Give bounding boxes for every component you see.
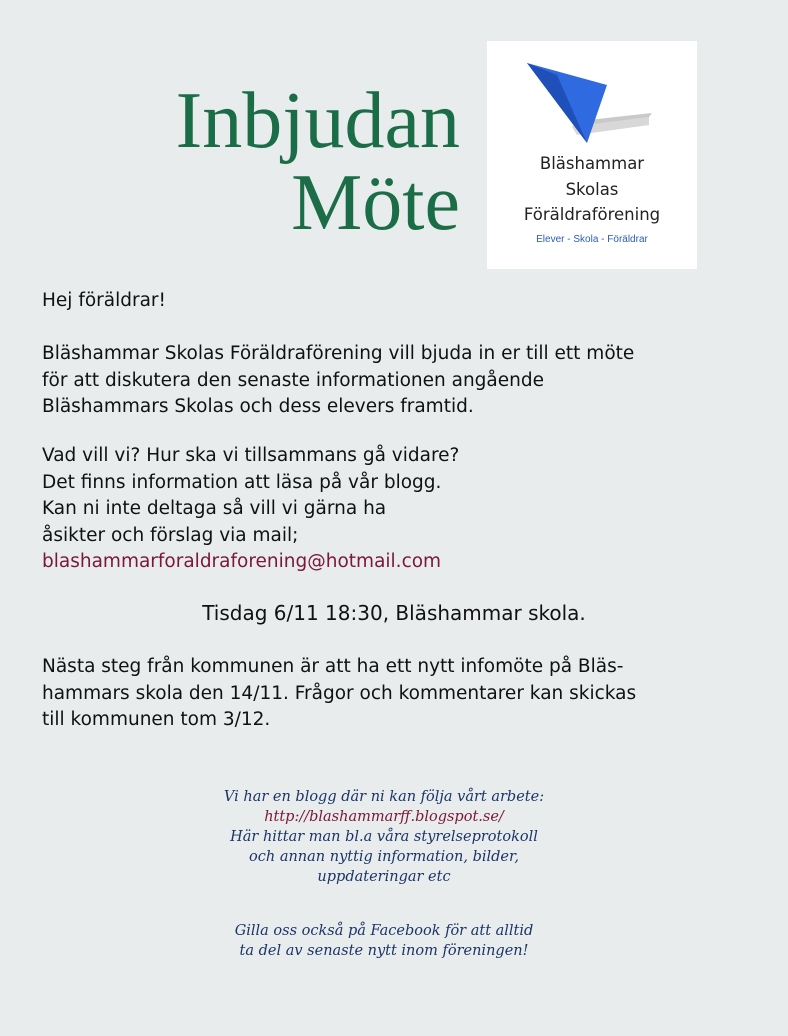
event-date-location: Tisdag 6/11 18:30, Bläshammar skola.: [202, 601, 586, 625]
logo-line-1: Bläshammar: [539, 154, 645, 173]
invitation-title: [40, 77, 460, 247]
next-steps-line: Nästa steg från kommunen är att ha ett nytt infomöte på Bläs-: [42, 656, 624, 677]
email-link[interactable]: blashammarforaldraforening@hotmail.com: [42, 551, 442, 572]
school-association-logo: [487, 41, 697, 269]
logo-line-2: Skolas: [565, 180, 619, 199]
blog-info: [0, 787, 768, 887]
intro-paragraph: [42, 341, 762, 421]
logo-line-3: Föräldraförening: [523, 205, 661, 224]
questions-paragraph: [42, 443, 762, 576]
next-steps-line: till kommunen tom 3/12.: [42, 709, 271, 730]
blog-url-link[interactable]: http://blashammarff.blogspot.se/: [264, 809, 504, 825]
blog-line-5: uppdateringar etc: [317, 869, 451, 885]
facebook-info: [0, 921, 768, 961]
questions-line: Kan ni inte deltaga så vill vi gärna ha: [42, 498, 387, 519]
intro-line: Bläshammars Skolas och dess elevers framtid.: [42, 396, 474, 417]
intro-line: för att diskutera den senaste informationen angående: [42, 369, 544, 391]
questions-line: Vad vill vi? Hur ska vi tillsammans gå vidare?: [42, 445, 460, 466]
facebook-line-2: ta del av senaste nytt inom föreningen!: [239, 943, 529, 959]
title-line-2: Möte: [291, 159, 460, 247]
blog-line-3: Här hittar man bl.a våra styrelseprotokoll: [230, 829, 538, 845]
next-steps-paragraph: [42, 654, 762, 734]
blog-line-4: och annan nyttig information, bilder,: [249, 849, 519, 865]
next-steps-line: hammars skola den 14/11. Frågor och kommentarer kan skickas: [42, 682, 637, 704]
triangle-logo-icon: [517, 55, 657, 145]
logo-tagline: Elever - Skola - Föräldrar: [536, 234, 648, 245]
questions-line: Det finns information att läsa på vår blogg.: [42, 471, 442, 493]
intro-line: Bläshammar Skolas Föräldraförening vill bjuda in er till ett möte: [42, 343, 635, 364]
questions-line: åsikter och förslag via mail;: [42, 524, 299, 546]
greeting: Hej föräldrar!: [42, 290, 166, 311]
facebook-line-1: Gilla oss också på Facebook för att alltid: [234, 923, 534, 939]
title-line-1: Inbjudan: [175, 77, 460, 165]
blog-line-1: Vi har en blogg där ni kan följa vårt arbete:: [223, 789, 545, 805]
